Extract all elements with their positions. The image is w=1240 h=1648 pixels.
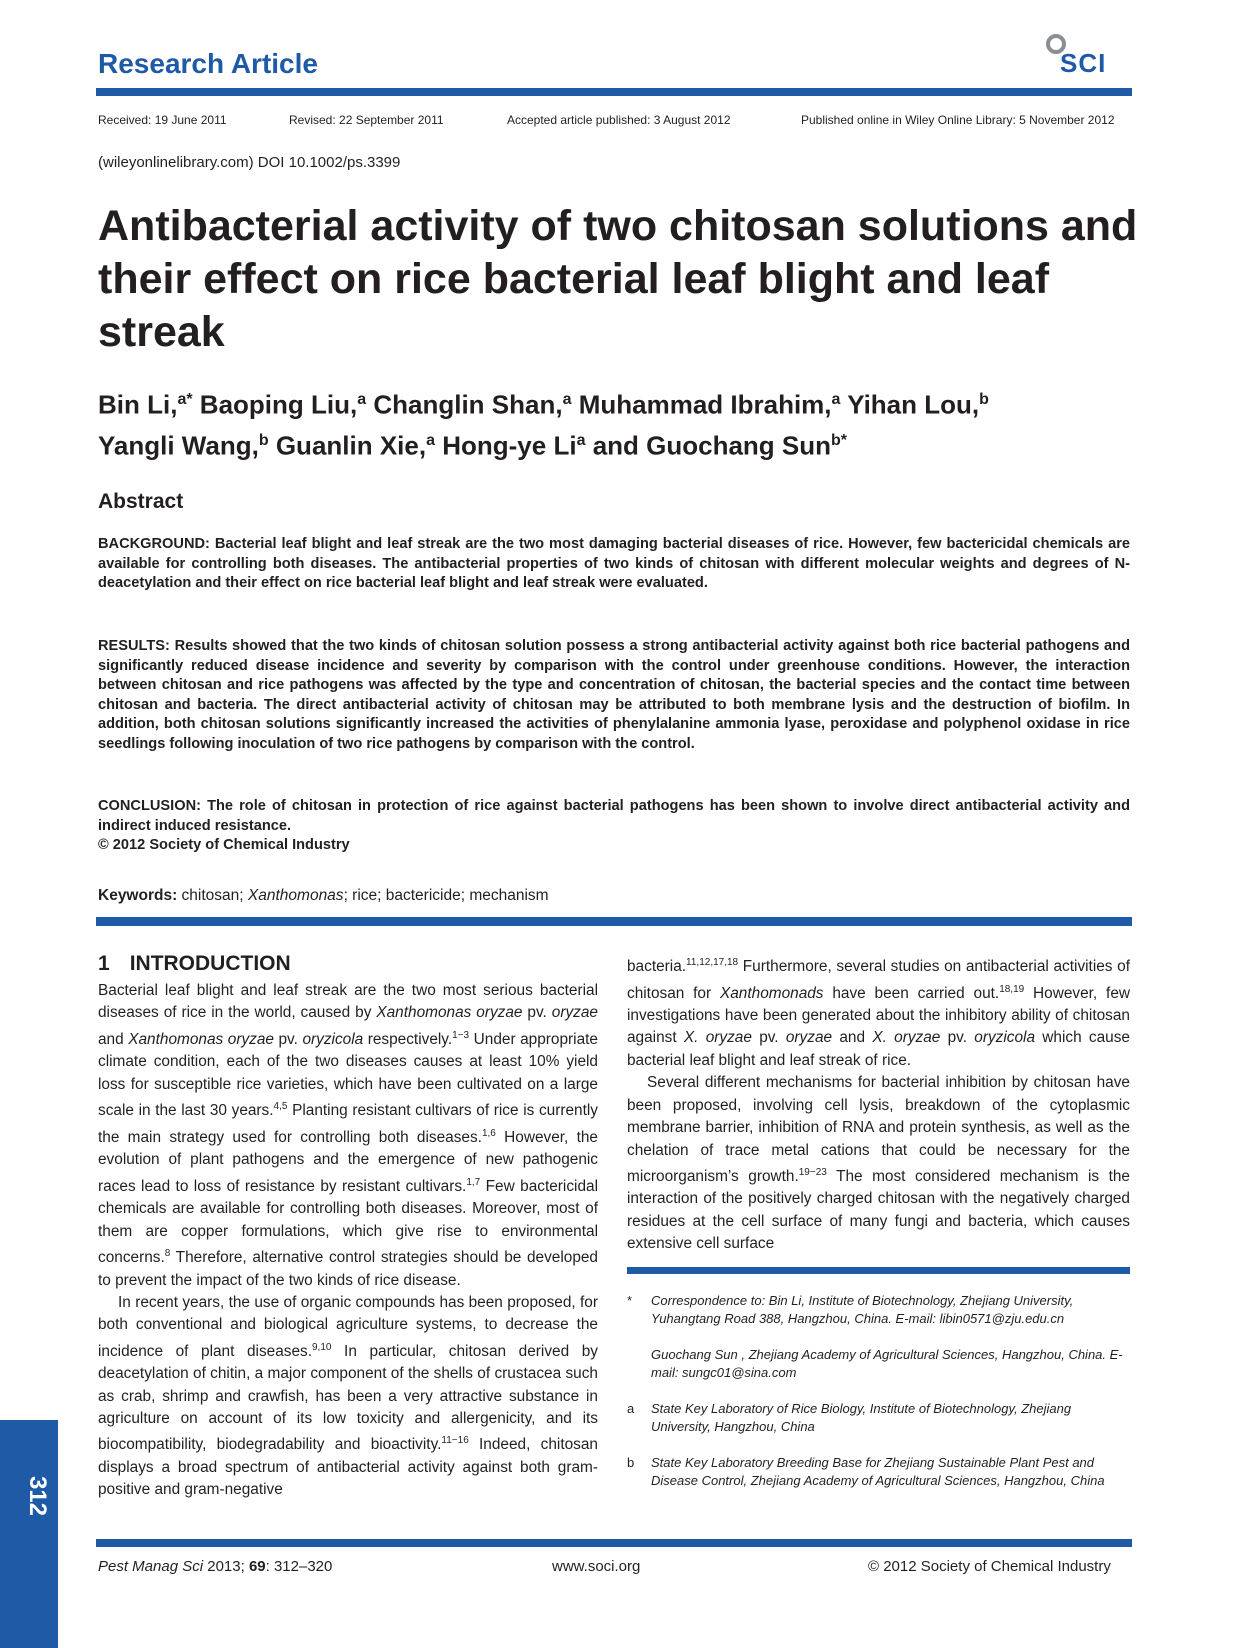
footnote-rule [627,1267,1130,1274]
paragraph [98,1292,598,1502]
italic-term: oryzae [551,1004,598,1022]
footnote-mark [627,1346,651,1382]
keyword: Xanthomonas [247,887,344,904]
author: Muhammad Ibrahim, [571,389,832,420]
text-run: Few bactericidal chemicals are available for controlling both diseases. Moreover, most of them are copper formulations, which give rise to environmental concerns. [98,1177,598,1267]
citation-ref: 11,12,17,18 [686,957,739,968]
affiliation-mark: b [979,391,989,408]
footnote-mark: b [627,1455,635,1470]
section-heading [98,952,598,976]
abstract-heading: Abstract [98,490,184,513]
website-link[interactable]: www.soci.org [552,1558,641,1575]
citation-ref: 1−3 [452,1029,470,1041]
author: Yangli Wang, [98,430,259,461]
journal-pages: : 312–320 [265,1558,333,1575]
citation-ref: 1,6 [481,1127,496,1139]
text-run: In recent years, the use of organic compounds has been proposed, for both conventional and biological agriculture systems, to decrease the incidence of plant diseases. [98,1293,598,1360]
italic-term: oryzae [785,1029,833,1047]
italic-term: oryzicola [974,1029,1036,1047]
author: Guanlin Xie, [268,430,427,461]
author-list [98,382,1138,463]
section-number: 1 [98,952,110,975]
logo-text: SCI [1060,48,1107,78]
abstract-results [98,637,1130,754]
italic-term: X. oryzae [872,1029,941,1047]
journal-volume: 69 [248,1558,266,1575]
affiliation-mark: a [357,391,367,408]
text-run: In particular, chitosan derived by deacetylation of chitin, a major component of the shells of crustacea such as crab, shrimp and crawfish, has been a very attractive substance in agriculture on account of its low toxicity and allergenicity, and its biocompatibility, biodegradability and bioactivity. [98,1342,598,1454]
text-run: respectively. [363,1030,453,1048]
affiliation-mark: a [831,391,841,408]
footer-copyright: © 2012 Society of Chemical Industry [868,1558,1111,1575]
author: Hong-ye Li [435,430,577,461]
italic-term: Xanthomonads [719,984,824,1002]
italic-term: Xanthomonas oryzae [376,1004,523,1022]
conclusion-text: The role of chitosan in protection of rice against bacterial pathogens has been shown to involve direct antibacterial activity and indirect induced resistance. [98,798,1130,834]
paragraph [627,1072,1130,1255]
affiliation-mark: a [562,391,572,408]
section-label: Research Article [98,48,318,79]
affiliation-mark: a [426,431,435,449]
affiliation-mark: a* [177,391,193,408]
citation-ref: 4,5 [273,1101,288,1113]
left-column [98,952,598,1502]
text-run: The most considered mechanism is the interaction of the positively charged chitosan with the negatively charged residues at the cell surface of many fungi and bacteria, which causes extensive cell surface [627,1168,1130,1253]
footnote [627,1454,1130,1490]
article-title: Antibacterial activity of two chitosan solutions and their effect on rice bacterial leaf blight and leaf streak [98,202,1138,356]
citation-ref: 18,19 [999,983,1025,995]
paragraph [98,980,598,1292]
journal-year: 2013; [203,1558,249,1575]
keywords-label: Keywords: [98,887,178,904]
conclusion-label: CONCLUSION: [98,798,201,814]
page-number-tab [0,1420,58,1648]
text-run: Under appropriate climate condition, each of the two diseases causes at least 10% yield loss for susceptible rice varieties, which have been cultivated on a large scale in the last 30 years. [98,1030,598,1120]
footnotes [627,1292,1130,1508]
paragraph [627,952,1130,1072]
footnote [627,1292,1130,1328]
footnote-text: Correspondence to: Bin Li, Institute of Biotechnology, Zhejiang University, Yuhangtang Road 388, Hangzhou, China. E-mail: libin0571@zju.edu.cn [651,1293,1074,1326]
text-run: which cause bacterial leaf blight and leaf streak of rice. [627,1029,1130,1069]
keywords [98,887,549,905]
citation-ref: 9,10 [312,1341,332,1353]
citation-ref: 1,7 [466,1176,481,1188]
sci-logo [1040,30,1122,82]
background-text: Bacterial leaf blight and leaf streak are the two most damaging bacterial diseases of rice. However, few bactericidal chemicals are available for controlling both diseases. The antibacterial properties of two kinds of chitosan with different molecular weights and degrees of N-deacetylation and their effect on rice bacterial leaf blight and leaf streak were evaluated. [98,536,1130,591]
text-run: have been carried out. [823,984,1000,1002]
author: and Guochang Sun [585,430,832,461]
page-number: 312 [24,1475,52,1517]
accepted-date: Accepted article published: 3 August 2012 [507,113,731,127]
text-run: and [832,1029,873,1047]
footnote [627,1346,1130,1382]
text-run: pv. [273,1030,303,1048]
published-date: Published online in Wiley Online Library: 5 November 2012 [801,113,1115,127]
results-label: RESULTS: [98,638,170,654]
text-run: Bacterial leaf blight and leaf streak are the two most serious bacterial diseases of rice in the world, caused by [98,982,598,1022]
footnote-mark: * [627,1293,633,1308]
citation-ref: 8 [164,1247,171,1259]
text-run: pv. [940,1029,975,1047]
text-run: and [98,1030,129,1048]
footnote-text: State Key Laboratory Breeding Base for Zhejiang Sustainable Plant Pest and Disease Control, Zhejiang Academy of Agricultural Sciences, Hangzhou, China [651,1455,1105,1488]
citation-ref: 19−23 [798,1166,827,1178]
citation-ref: 11−16 [441,1435,469,1447]
background-label: BACKGROUND: [98,536,210,552]
text-run: However, the evolution of plant pathogens and the emergence of new pathogenic races lead to loss of resistance by resistant cultivars. [98,1128,598,1195]
abstract-copyright: © 2012 Society of Chemical Industry [98,837,350,853]
italic-term: X. oryzae [683,1029,752,1047]
text-run: Planting resistant cultivars of rice is currently the main strategy used for controlling both diseases. [98,1102,598,1146]
keyword: chitosan; [177,887,248,904]
abstract-rule [96,917,1132,926]
italic-term: oryzicola [302,1030,364,1048]
footnote-text: State Key Laboratory of Rice Biology, Institute of Biotechnology, Zhejiang University, Hangzhou, China [651,1401,1072,1434]
text-run: Furthermore, several studies on antibacterial activities of chitosan for [627,958,1130,1002]
author: Bin Li, [98,389,178,420]
abstract-conclusion [98,797,1130,856]
text-run: pv. [522,1004,552,1022]
author: Baoping Liu, [192,389,358,420]
section-title: INTRODUCTION [129,952,291,975]
affiliation-mark: b* [831,431,848,449]
footnote-text: Guochang Sun , Zhejiang Academy of Agricultural Sciences, Hangzhou, China. E-mail: sungc01@sina.com [651,1347,1123,1380]
footnote [627,1400,1130,1436]
text-run: pv. [751,1029,786,1047]
author: Changlin Shan, [366,389,563,420]
revised-date: Revised: 22 September 2011 [289,113,444,127]
results-text: Results showed that the two kinds of chitosan solution possess a strong antibacterial activity against both rice bacterial pathogens and significantly reduced disease incidence and severity by comparison with the control under greenhouse conditions. However, the interaction between chitosan and rice pathogens was affected by the type and concentration of chitosan, the bacterial species and the contact time between chitosan and bacteria. The direct antibacterial activity of chitosan may be attributed to both membrane lysis and the destruction of biofilm. In addition, both chitosan solutions significantly increased the activities of phenylalanine ammonia lyase, peroxidase and polyphenol oxidase in rice seedlings following inoculation of two rice pathogens by comparison with the control. [98,638,1130,752]
text-run: Indeed, chitosan displays a broad spectrum of antibacterial activity against both gram-positive and gram-negative [98,1436,598,1499]
author: Yihan Lou, [840,389,980,420]
doi-link[interactable]: (wileyonlinelibrary.com) DOI 10.1002/ps.3399 [98,154,401,171]
journal-name: Pest Manag Sci [98,1558,204,1575]
text-run: Several different mechanisms for bacterial inhibition by chitosan have been proposed, involving cell lysis, breakdown of the cytoplasmic membrane barrier, inhibition of RNA and protein synthesis, as well as the chelation of trace metal cations that could be necessary for the microorganism’s growth. [627,1074,1130,1186]
right-column [627,952,1130,1256]
italic-term: Xanthomonas oryzae [128,1030,274,1048]
text-run: Therefore, alternative control strategies should be developed to prevent the impact of the two kinds of rice disease. [98,1249,598,1289]
text-run: However, few investigations have been generated about the inhibitory ability of chitosan against [627,984,1130,1047]
affiliation-mark: a [576,431,586,449]
footer-rule [96,1539,1132,1547]
header-rule [96,88,1132,96]
affiliation-mark: b [258,431,269,449]
received-date: Received: 19 June 2011 [98,113,227,127]
text-run: bacteria. [627,958,687,976]
journal-citation [98,1558,332,1575]
abstract-background [98,535,1130,594]
keyword: ; rice; bactericide; mechanism [343,887,549,904]
footnote-mark: a [627,1401,635,1416]
